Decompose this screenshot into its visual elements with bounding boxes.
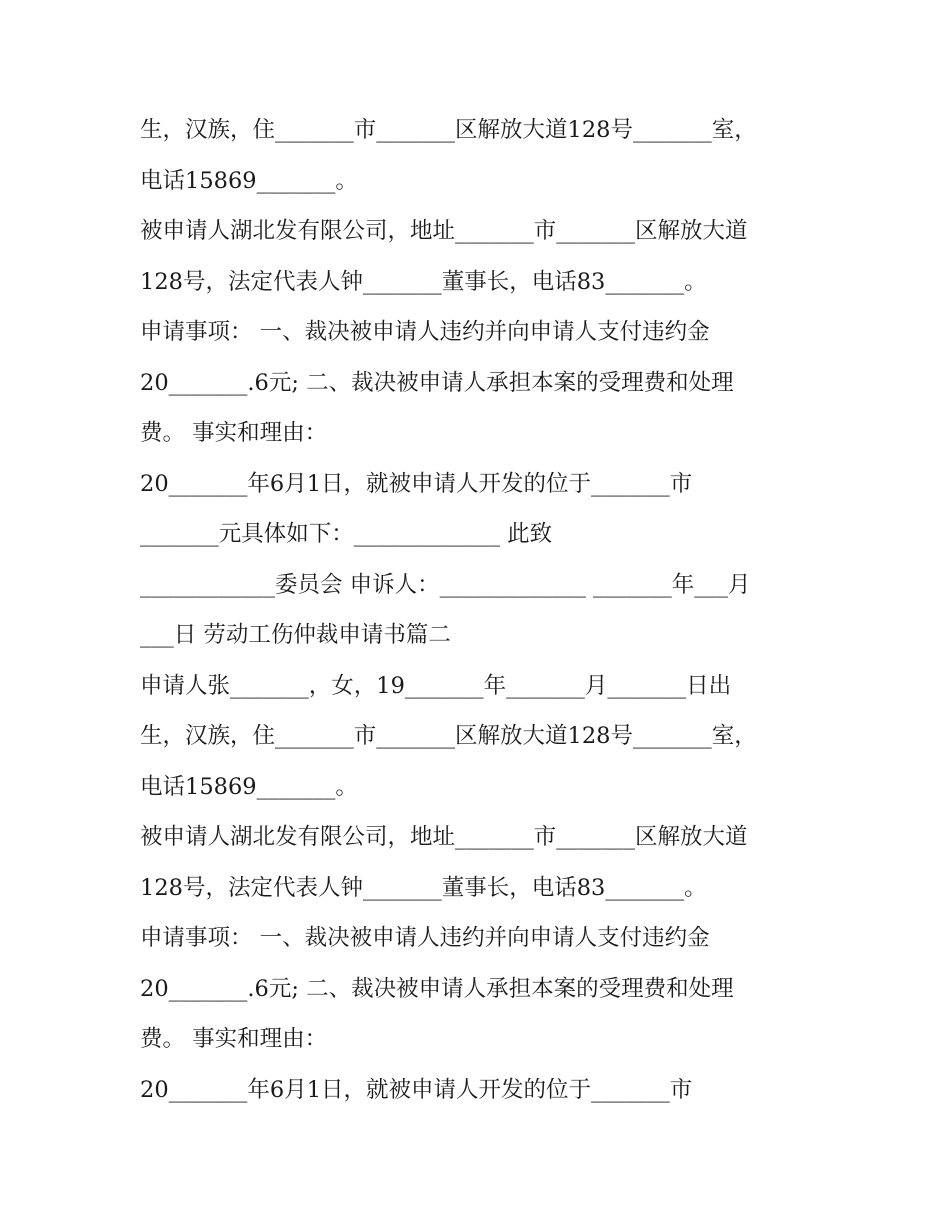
text-line: 被申请人湖北发有限公司，地址_______市_______区解放大道 — [140, 218, 748, 244]
text-line: 128号，法定代表人钟_______董事长，电话83_______。 — [140, 269, 707, 295]
text-line: 费。 事实和理由： — [140, 420, 328, 446]
text-line: 20_______.6元; 二、裁决被申请人承担本案的受理费和处理 — [140, 976, 734, 1002]
text-line: 生，汉族，住_______市_______区解放大道128号_______室， — [140, 117, 757, 143]
text-line: 128号，法定代表人钟_______董事长，电话83_______。 — [140, 875, 707, 901]
text-line: 20_______年6月1日，就被申请人开发的位于_______市 — [140, 1077, 693, 1103]
text-line: ____________委员会 申诉人：_____________ _______年___月 — [140, 572, 751, 598]
section-heading: ___日 劳动工伤仲裁申请书篇二 — [140, 622, 451, 648]
text-line: 费。 事实和理由： — [140, 1026, 328, 1052]
text-line: 电话15869_______。 — [140, 774, 358, 800]
text-line: 电话15869_______。 — [140, 168, 358, 194]
text-line: 生，汉族，住_______市_______区解放大道128号_______室， — [140, 723, 757, 749]
text-line: _______元具体如下：_____________ 此致 — [140, 521, 553, 547]
text-line: 被申请人湖北发有限公司，地址_______市_______区解放大道 — [140, 824, 748, 850]
text-line: 申请人张_______，女，19_______年_______月_______日出 — [140, 673, 732, 699]
text-line: 申请事项： 一、裁决被申请人违约并向申请人支付违约金 — [140, 319, 710, 345]
text-line: 20_______年6月1日，就被申请人开发的位于_______市 — [140, 471, 693, 497]
text-line: 申请事项： 一、裁决被申请人违约并向申请人支付违约金 — [140, 925, 710, 951]
text-line: 20_______.6元; 二、裁决被申请人承担本案的受理费和处理 — [140, 370, 734, 396]
